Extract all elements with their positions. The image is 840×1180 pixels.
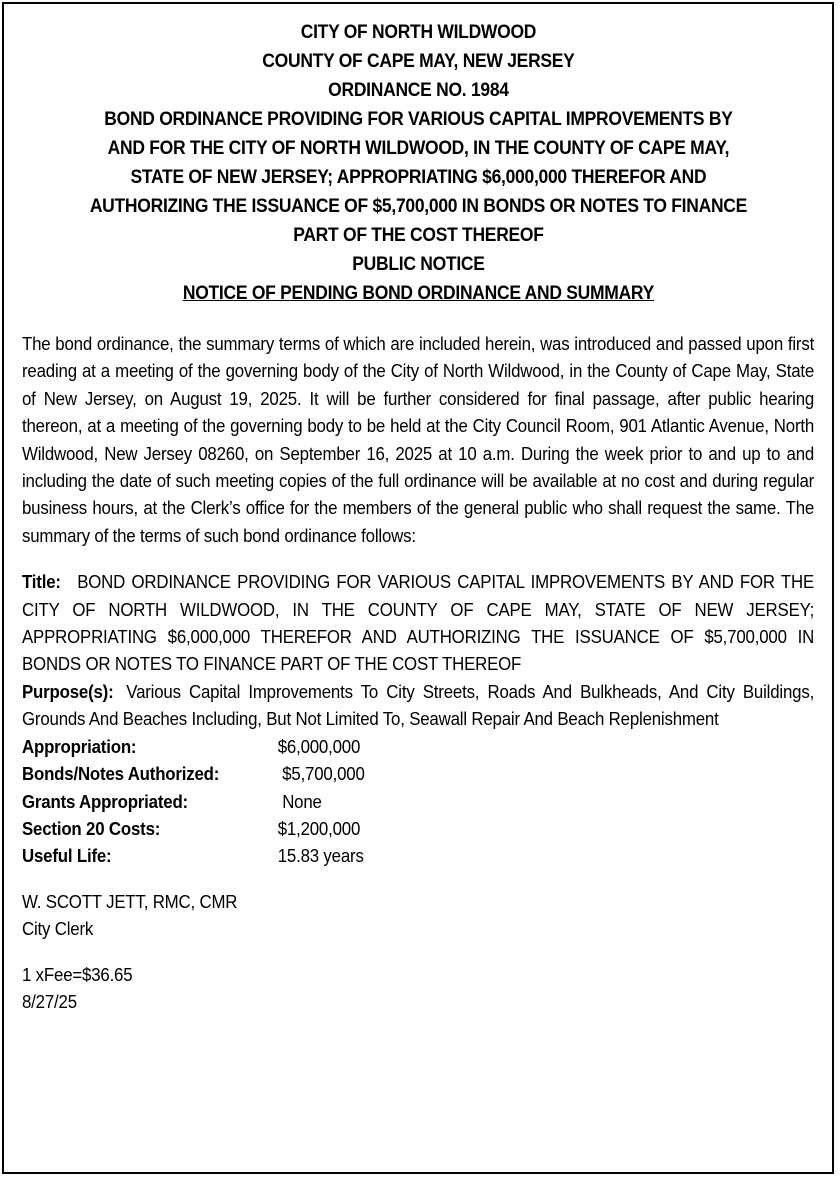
grants-row	[22, 788, 814, 815]
legal-notice	[2, 2, 834, 1174]
clerk-role: City Clerk	[22, 918, 94, 940]
ordinance-title-line: AUTHORIZING THE ISSUANCE OF $5,700,000 IN BONDS OR NOTES TO FINANCE	[89, 196, 747, 217]
ordinance-title-line: BOND ORDINANCE PROVIDING FOR VARIOUS CAPITAL IMPROVEMENTS BY	[103, 109, 733, 130]
ordinance-title-line: AND FOR THE CITY OF NORTH WILDWOOD, IN THE COUNTY OF CAPE MAY,	[107, 138, 729, 159]
appropriation-row	[22, 733, 814, 760]
useful-life-value: 15.83 years	[277, 845, 364, 867]
section-20-label: Section 20 Costs:	[22, 817, 161, 839]
county-name: COUNTY OF CAPE MAY, NEW JERSEY	[261, 51, 575, 72]
signature-block	[22, 888, 814, 943]
appropriation-label: Appropriation:	[22, 735, 137, 757]
clerk-name: W. SCOTT JETT, RMC, CMR	[22, 890, 238, 912]
purpose-label: Purpose(s):	[22, 680, 114, 702]
notice-heading	[22, 18, 814, 308]
ordinance-title-line: PART OF THE COST THEREOF	[292, 225, 544, 246]
purpose-text: Various Capital Improvements To City Streets, Roads And Bulkheads, And City Buildings, Grounds And Beaches Including, But Not Limited To, Seawall Repair And Beach Replenishment	[22, 680, 815, 730]
ordinance-title-line: STATE OF NEW JERSEY; APPROPRIATING $6,000,000 THEREFOR AND	[130, 167, 706, 188]
publication-date: 8/27/25	[22, 990, 77, 1012]
title-label: Title:	[22, 571, 61, 593]
section-20-row	[22, 815, 814, 842]
notice-title: NOTICE OF PENDING BOND ORDINANCE AND SUMMARY	[182, 283, 654, 304]
intro-paragraph: The bond ordinance, the summary terms of which are included herein, was introduced and passed upon first reading at a meeting of the governing body of the City of North Wildwood, in the County of Cape May, State of New Jersey, on August 19, 2025. It will be further considered for final passage, after public hearing thereon, at a meeting of the governing body to be held at the City Council Room, 901 Atlantic Avenue, North Wildwood, New Jersey 08260, on September 16, 2025 at 10 a.m. During the week prior to and up to and including the date of such meeting copies of the full ordinance will be available at no cost and during regular business hours, at the Clerk’s office for the members of the general public who shall request the same. The summary of the terms of such bond ordinance follows:	[22, 333, 815, 546]
appropriation-value: $6,000,000	[277, 735, 361, 757]
footer-block	[22, 961, 814, 1016]
bonds-notes-value: $5,700,000	[277, 763, 365, 785]
fee-line: 1 xFee=$36.65	[22, 963, 133, 985]
title-text: BOND ORDINANCE PROVIDING FOR VARIOUS CAPITAL IMPROVEMENTS BY AND FOR THE CITY OF NORTH WILDWOOD, IN THE COUNTY OF CAPE MAY, STATE OF NEW JERSEY; APPROPRIATING $6,000,000 THEREFOR AND AUTHORIZING THE ISSUANCE OF $5,700,000 IN BONDS OR NOTES TO FINANCE PART OF THE COST THEREOF	[22, 571, 815, 675]
summary-section	[22, 568, 814, 869]
useful-life-row	[22, 842, 814, 869]
section-20-value: $1,200,000	[277, 817, 361, 839]
grants-label: Grants Appropriated:	[22, 790, 188, 812]
summary-purpose	[22, 678, 814, 733]
bonds-notes-row	[22, 760, 814, 787]
useful-life-label: Useful Life:	[22, 845, 112, 867]
public-notice-label: PUBLIC NOTICE	[351, 254, 485, 275]
city-name: CITY OF NORTH WILDWOOD	[300, 22, 536, 43]
grants-value: None	[277, 790, 322, 812]
ordinance-number: ORDINANCE NO. 1984	[327, 80, 509, 101]
summary-title	[22, 568, 814, 678]
bonds-notes-label: Bonds/Notes Authorized:	[22, 763, 220, 785]
